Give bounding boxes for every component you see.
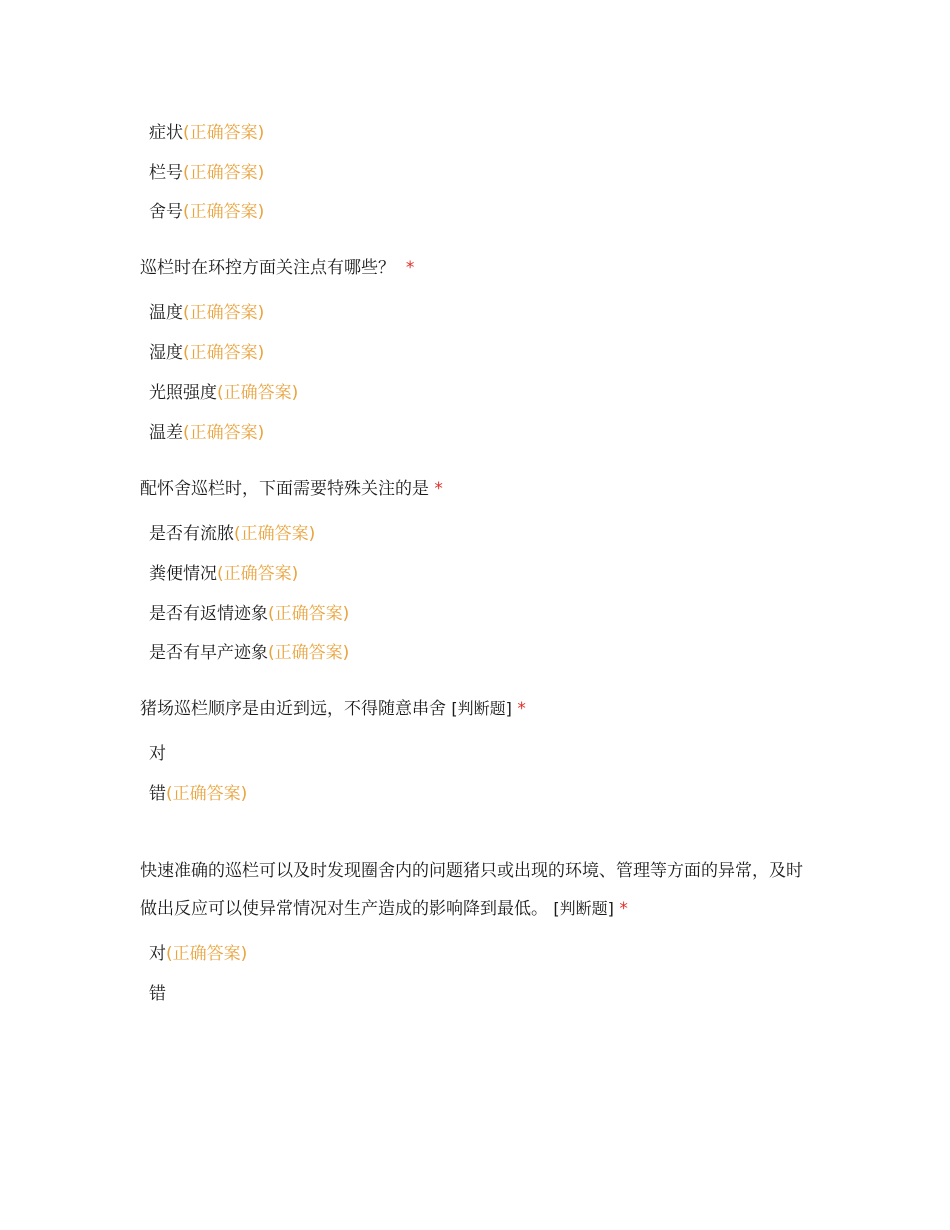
correct-answer-mark: (正确答案) — [183, 343, 265, 363]
option-item — [149, 983, 166, 1005]
option-label: 舍号 — [149, 202, 183, 222]
required-mark: * — [405, 258, 415, 278]
option-item — [149, 201, 264, 223]
option-item — [149, 342, 264, 364]
question-title — [140, 478, 443, 500]
correct-answer-mark: (正确答案) — [166, 784, 248, 804]
option-item — [149, 783, 247, 805]
option-label: 是否有返情迹象 — [149, 604, 268, 624]
option-label: 错 — [149, 784, 166, 804]
correct-answer-mark: (正确答案) — [183, 202, 265, 222]
question-text: 巡栏时在环控方面关注点有哪些？ — [140, 258, 395, 278]
question-text: 配怀舍巡栏时，下面需要特殊关注的是 — [140, 479, 429, 499]
correct-answer-mark: (正确答案) — [183, 123, 265, 143]
question-text: 猪场巡栏顺序是由近到远，不得随意串舍 — [140, 699, 446, 719]
correct-answer-mark: (正确答案) — [217, 383, 299, 403]
correct-answer-mark: (正确答案) — [183, 423, 265, 443]
option-item — [149, 523, 315, 545]
option-label: 湿度 — [149, 343, 183, 363]
option-item — [149, 563, 298, 585]
option-label: 对 — [149, 744, 166, 764]
option-item — [149, 302, 264, 324]
option-label: 温度 — [149, 303, 183, 323]
option-item — [149, 603, 349, 625]
required-mark: * — [619, 899, 628, 919]
option-label: 症状 — [149, 123, 183, 143]
option-label: 是否有流脓 — [149, 524, 234, 544]
option-item — [149, 382, 298, 404]
option-item — [149, 162, 264, 184]
option-item — [149, 422, 264, 444]
correct-answer-mark: (正确答案) — [183, 163, 265, 183]
question-type-tag: [判断题] — [451, 699, 512, 718]
option-label: 错 — [149, 984, 166, 1004]
correct-answer-mark: (正确答案) — [183, 303, 265, 323]
option-label: 对 — [149, 944, 166, 964]
question-title — [140, 698, 526, 720]
correct-answer-mark: (正确答案) — [268, 604, 350, 624]
correct-answer-mark: (正确答案) — [234, 524, 316, 544]
required-mark: * — [434, 479, 443, 499]
correct-answer-mark: (正确答案) — [268, 643, 350, 663]
question-title — [140, 853, 810, 928]
option-label: 栏号 — [149, 163, 183, 183]
option-label: 是否有早产迹象 — [149, 643, 268, 663]
option-label: 粪便情况 — [149, 564, 217, 584]
option-item — [149, 743, 166, 765]
question-type-tag: [判断题] — [553, 899, 614, 918]
option-item — [149, 122, 264, 144]
correct-answer-mark: (正确答案) — [217, 564, 299, 584]
required-mark: * — [517, 699, 526, 719]
option-item — [149, 642, 349, 664]
question-title — [140, 257, 414, 279]
correct-answer-mark: (正确答案) — [166, 944, 248, 964]
option-label: 温差 — [149, 423, 183, 443]
option-label: 光照强度 — [149, 383, 217, 403]
option-item — [149, 943, 247, 965]
question-text: 快速准确的巡栏可以及时发现圈舍内的问题猪只或出现的环境、管理等方面的异常，及时做出反应可以使异常情况对生产造成的影响降到最低。 — [140, 861, 803, 919]
